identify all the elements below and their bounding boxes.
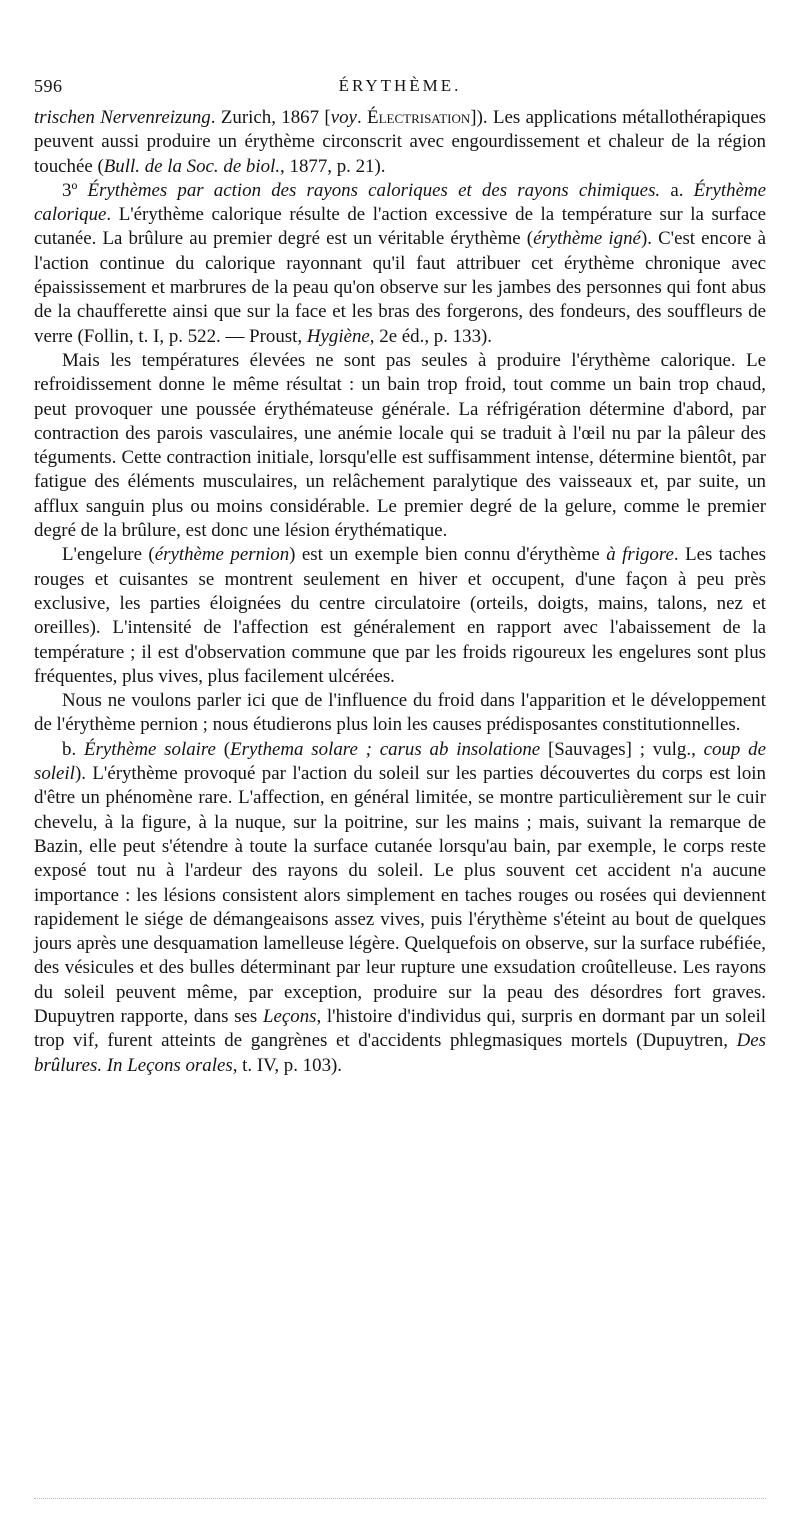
italic-text-run: Érythème solaire: [83, 738, 216, 760]
text-run: ). L'érythème provoqué par l'action du soleil sur les parties découvertes du corps est loin d'être un phénomène rare. L'affection, en général limitée, se montre particulièrement sur le cuir chevelu, à la figure, à la nuque, sur la poitrine, sur les mains ; mais, suivant la remarque de Bazin, elle peut s'étendre à toute la surface cutanée lorsqu'au bain, par exemple, le corps reste exposé tout nu à l'ardeur des rayons du soleil. Le plus souvent cet accident n'a aucune importance : les lésions consistent alors simplement en taches rouges ou rosées qui deviennent rapidement le siége de démangeaisons assez vives, puis l'érythème s'éteint au bout de quelques jours après une desquamation lamelleuse légère. Quelquefois on observe, sur la surface rubéfiée, des vésicules et des bulles déterminant par leur rupture une exsudation croûtelleuse. Les rayons du soleil peuvent même, par exception, produire sur la peau des désordres fort graves. Dupuytren rapporte, dans ses: [34, 763, 766, 1027]
italic-text-run: Erythema solare ; carus ab insolatione: [230, 738, 541, 760]
text-run: . L'érythème calorique résulte de l'action excessive de la température sur la surface cutanée. La brûlure au premier degré est un véritable érythème (: [34, 204, 766, 250]
paragraph: [34, 543, 766, 689]
text-run: b.: [62, 738, 84, 760]
text-run: [Sauvages] ; vulg.,: [540, 738, 704, 760]
text-run: , 1877, p. 21).: [280, 155, 386, 177]
text-run: L'engelure (: [62, 544, 155, 566]
text-run: . Zurich, 1867 [: [210, 107, 331, 128]
text-run: ) est un exemple bien connu d'érythème: [289, 544, 607, 566]
text-run: 3º: [62, 179, 88, 201]
text-run: , 2e éd., p. 133).: [369, 325, 493, 347]
text-run: ]). Les applications métallothérapiques peuvent aussi produire un érythème circonscrit avec engourdissement et chaleur de la région touchée (: [34, 107, 766, 177]
paragraph: [34, 179, 766, 349]
page-body-text: [34, 106, 766, 1078]
book-page: [34, 76, 766, 1078]
italic-text-run: Érythèmes par action des rayons caloriques et des rayons chimiques.: [87, 179, 661, 201]
italic-text-run: Des brûlures. In Leçons orales: [34, 1030, 766, 1076]
small-caps-text-run: Électrisation: [367, 107, 471, 128]
text-run: ). C'est encore à l'action continue du calorique rayonnant qu'il faut attribuer cet érythème chronique avec épaississement et marbrures de la peau qu'on observe sur les jambes des personnes qui font abus de la chaufferette ainsi que sur la face et les bras des forgerons, des fondeurs, des souffleurs de verre (Follin, t. I, p. 522. — Proust,: [34, 228, 766, 347]
paragraph: [34, 349, 766, 543]
text-run: (: [215, 738, 231, 760]
text-run: , l'histoire d'individus qui, surpris en dormant par un soleil trop vif, furent atteints de gangrènes et d'accidents phlegmasiques mortels (Dupuytren,: [34, 1005, 766, 1052]
footer-rule: [34, 1498, 766, 1499]
page-number: 596: [34, 76, 63, 96]
italic-text-run: érythème pernion: [154, 544, 290, 566]
italic-text-run: Leçons: [262, 1005, 317, 1027]
text-run: Nous ne voulons parler ici que de l'influence du froid dans l'apparition et le développement de l'érythème pernion ; nous étudierons plus loin les causes prédisposantes constitutionnelles.: [34, 690, 766, 736]
text-run: . Les taches rouges et cuisantes se montrent seulement en hiver et occupent, d'une façon à peu près exclusive, les parties éloignées du centre circulatoire (orteils, doigts, mains, talons, nez et oreilles). L'intensité de l'affection est généralement en rapport avec l'abaissement de la température ; il est d'observation commune que par les froids rigoureux les engelures sont plus fréquentes, plus vives, plus facilement ulcérées.: [34, 544, 766, 687]
italic-text-run: Bull. de la Soc. de biol.: [103, 155, 281, 177]
italic-text-run: Érythème calorique: [34, 179, 767, 226]
text-run: Mais les températures élevées ne sont pas seules à produire l'érythème calorique. Le refroidissement donne le même résultat : un bain trop froid, tout comme un bain trop chaud, peut provoquer une poussée érythémateuse générale. La réfrigération détermine d'abord, par contraction des parois vasculaires, une anémie locale qui se traduit à l'œil nu par la pâleur des téguments. Cette contraction initiale, lorsqu'elle est suffisamment intense, détermine bientôt, par fatigue des éléments musculaires, un relâchement paralytique des vaisseaux et, par suite, un afflux sanguin plus ou moins considérable. Le premier degré de la gelure, comme le premier degré de la brûlure, est donc une lésion érythématique.: [34, 349, 766, 542]
italic-text-run: trischen Nervenreizung: [34, 107, 211, 128]
italic-text-run: Hygiène: [306, 325, 370, 347]
text-run: a.: [660, 179, 694, 201]
paragraph: [34, 106, 766, 179]
paragraph: [34, 689, 766, 738]
italic-text-run: voy: [330, 107, 357, 128]
italic-text-run: à frigore: [606, 544, 674, 566]
paragraph: [34, 738, 766, 1078]
running-title: ÉRYTHÈME.: [338, 76, 462, 95]
italic-text-run: érythème igné: [533, 228, 641, 250]
italic-text-run: coup de soleil: [34, 738, 766, 785]
page-header: [34, 76, 766, 106]
text-run: .: [356, 107, 368, 128]
text-run: , t. IV, p. 103).: [232, 1054, 343, 1076]
